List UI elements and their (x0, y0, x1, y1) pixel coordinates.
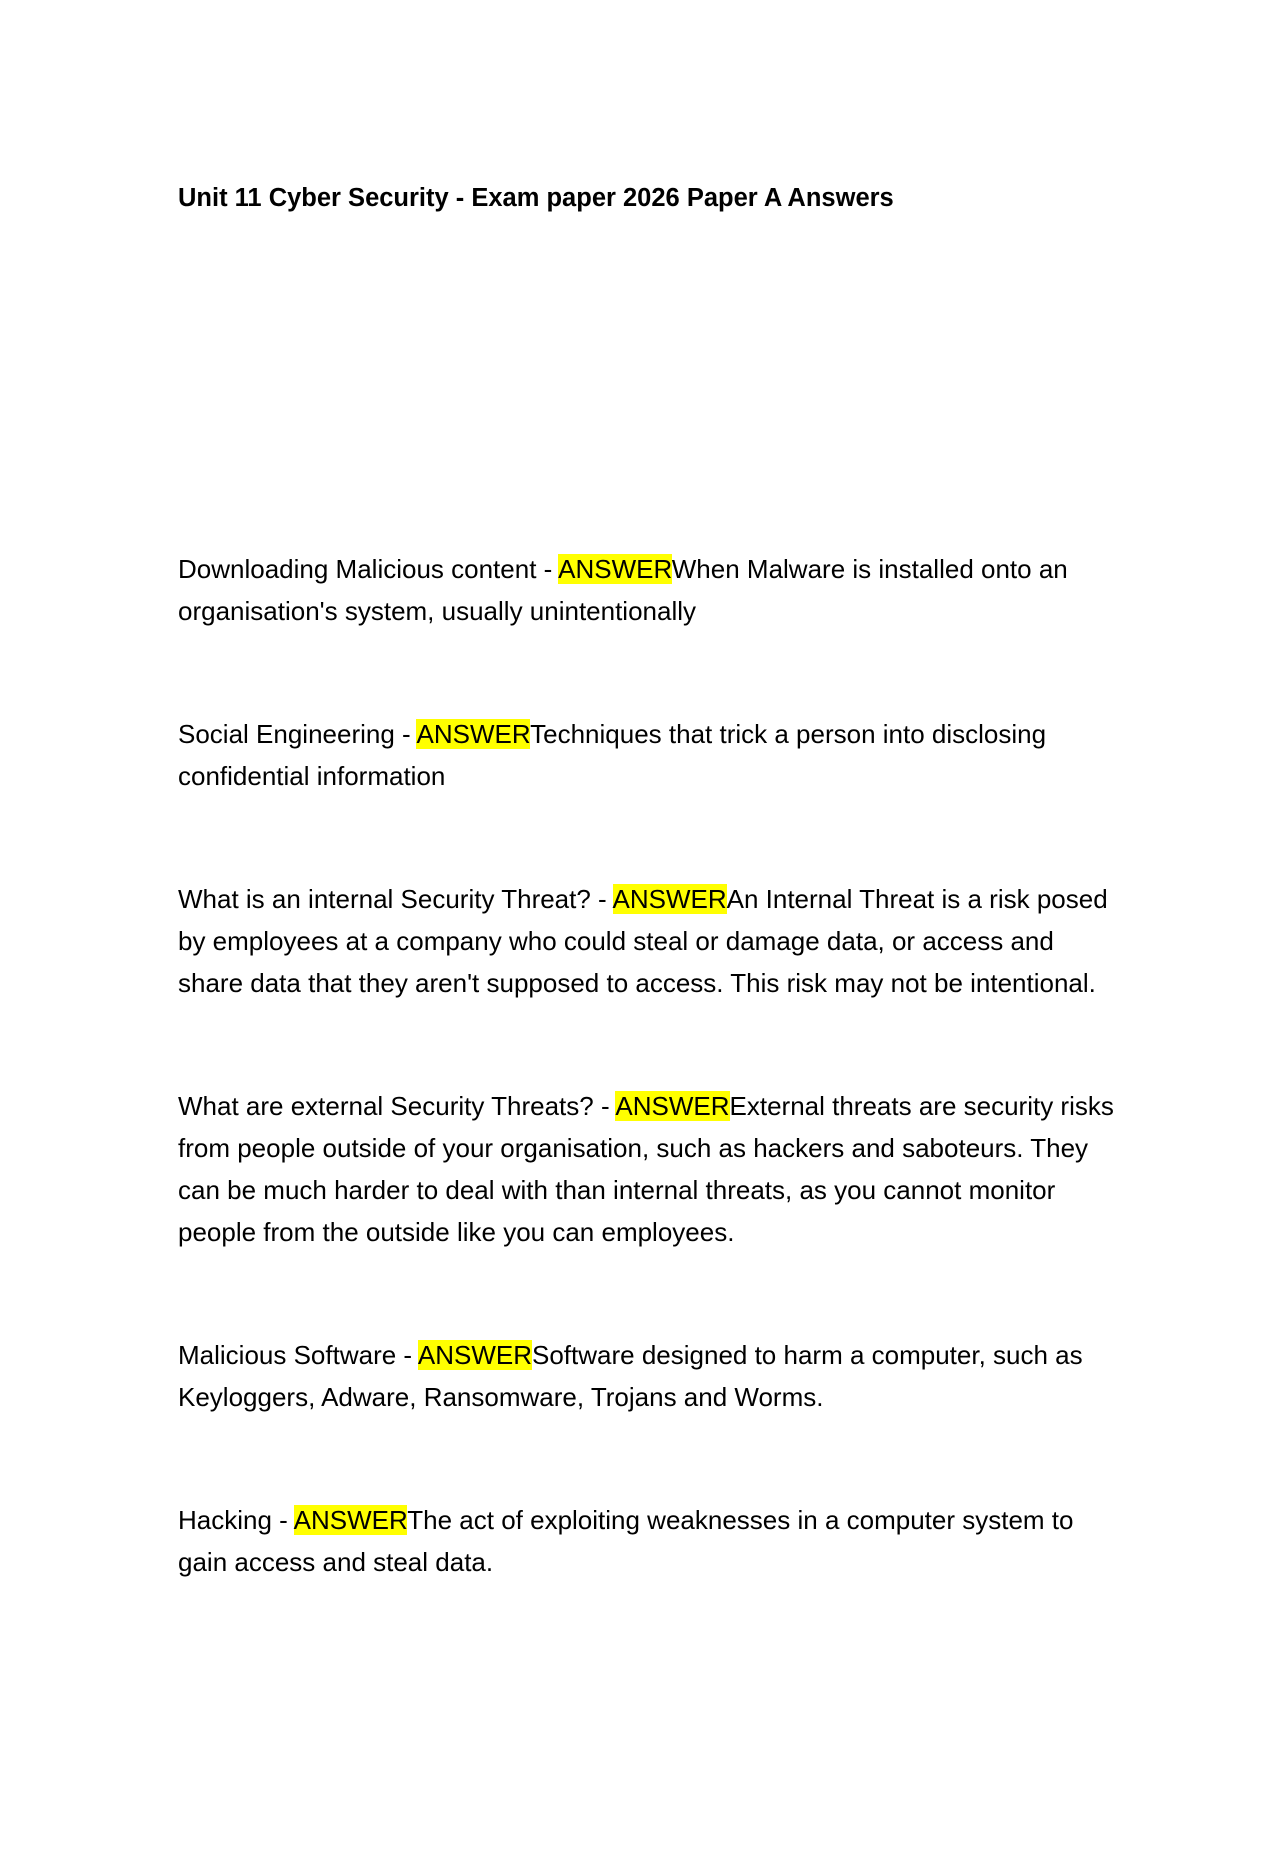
qa-separator: - (396, 1340, 418, 1370)
qa-term: What are external Security Threats? (178, 1091, 594, 1121)
qa-separator: - (593, 1091, 616, 1121)
qa-answer: An Internal Threat is a risk posed by employees at a company who could steal or damage data, or access and share data that they aren't supposed to access. This risk may not be intentional. (178, 884, 1108, 998)
answer-highlight: ANSWER (558, 554, 672, 584)
qa-entry (178, 878, 1123, 1004)
qa-list (178, 548, 1123, 1583)
qa-entry (178, 713, 1123, 797)
answer-highlight: ANSWER (417, 1340, 532, 1370)
qa-term: Hacking (178, 1505, 272, 1535)
qa-answer: Techniques that trick a person into disclosing confidential information (178, 719, 1047, 791)
qa-entry (178, 548, 1123, 632)
answer-highlight: ANSWER (293, 1505, 408, 1535)
answer-highlight: ANSWER (416, 719, 531, 749)
qa-separator: - (394, 719, 417, 749)
qa-separator: - (590, 884, 613, 914)
qa-term: Social Engineering (178, 719, 395, 749)
answer-highlight: ANSWER (615, 1091, 730, 1121)
qa-term: What is an internal Security Threat? (178, 884, 591, 914)
qa-separator: - (271, 1505, 294, 1535)
qa-answer: The act of exploiting weaknesses in a computer system to gain access and steal data. (178, 1505, 1074, 1577)
qa-separator: - (536, 554, 559, 584)
qa-term: Malicious Software (178, 1340, 397, 1370)
qa-answer: Software designed to harm a computer, such as Keyloggers, Adware, Ransomware, Trojans and Worms. (178, 1340, 1083, 1412)
qa-term: Downloading Malicious content (178, 554, 537, 584)
answer-highlight: ANSWER (612, 884, 727, 914)
qa-entry (178, 1499, 1123, 1583)
qa-answer: When Malware is installed onto an organisation's system, usually unintentionally (178, 554, 1068, 626)
qa-entry (178, 1085, 1123, 1253)
document-title: Unit 11 Cyber Security - Exam paper 2026 Paper A Answers (178, 184, 894, 212)
qa-answer: External threats are security risks from people outside of your organisation, such as hackers and saboteurs. They can be much harder to deal with than internal threats, as you cannot monitor people from the outside like you can employees. (178, 1091, 1114, 1247)
qa-entry (178, 1334, 1123, 1418)
